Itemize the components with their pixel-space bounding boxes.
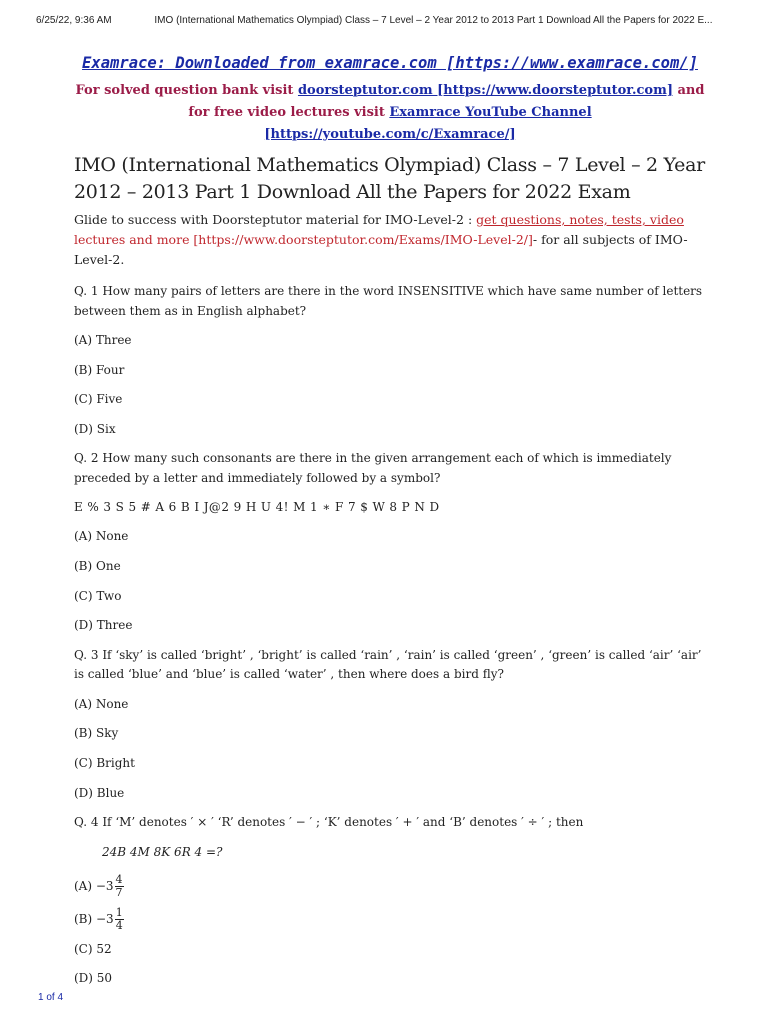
question-2-option-b: (B) One [74,558,121,573]
question-4-option-d: (D) 50 [74,971,113,986]
question-1-option-b: (B) Four [74,362,125,377]
study-material-link[interactable]: get questions, notes, tests, video [476,212,684,227]
question-2-option-c: (C) Two [74,588,122,603]
question-2: Q. 2 How many such consonants are there in the given arrangement each of which is immediately preceded by a letter and immediately followed by a symbol? [74,451,672,485]
study-material-url[interactable]: lectures and more [https://www.doorsteptutor.com/Exams/IMO-Level-2/] [74,232,533,247]
doorsteptutor-link[interactable]: doorsteptutor.com [https://www.doorsteptutor.com] [297,83,673,98]
document-body [74,54,706,999]
intro-text: Glide to success with Doorsteptutor material for IMO-Level-2 : get questions, notes, tests, video lectures and more [https://www.doorsteptutor.com/Exams/IMO-Level-2/]- for all subjects of IMO-Level-2. [74,212,688,267]
question-4-option-a: (A) −3 $\frac{4}{7}$ [74,872,123,899]
question-2-option-a: (A) None [74,529,129,544]
question-3-option-b: (B) Sky [74,726,119,741]
print-page-title: IMO (International Mathematics Olympiad) Class – 7 Level – 2 Year 2012 to 2013 Part 1 Download All the Papers for 2022 E... [154,15,713,26]
question-2-option-d: (D) Three [74,618,133,633]
question-1: Q. 1 How many pairs of letters are there in the word INSENSITIVE which have same number of letters between them as in English alphabet? [74,284,703,318]
print-datetime: 6/25/22, 9:36 AM [36,15,112,26]
question-1-option-c: (C) Five [74,392,123,407]
question-1-option-a: (A) Three [74,333,132,347]
question-1-option-d: (D) Six [74,421,116,436]
fraction: $\frac{1}{4}$ [115,905,123,932]
source-banner[interactable]: Examrace: Downloaded from examrace.com [https://www.examrace.com/] [82,54,698,72]
question-4-option-c: (C) 52 [74,941,112,956]
question-4-expression: 24B 4M 8K 6R 4 =? [102,844,223,859]
question-3-option-a: (A) None [74,696,129,711]
promo-text: For solved question bank visit doorsteptutor.com [https://www.doorsteptutor.com] and for free video lectures visit Examrace YouTube Channel [https://youtube.com/c/Examrace/] [75,83,705,142]
page-counter: 1 of 4 [38,992,64,1003]
question-4: Q. 4 If ‘M’ denotes ′ × ′ ‘R’ denotes ′ − ′ ; ‘K’ denotes ′ + ′ and ‘B’ denotes ′ ÷ ′ ; then [74,815,584,830]
question-4-option-b: (B) −3 $\frac{1}{4}$ [74,905,123,932]
question-3: Q. 3 If ‘sky’ is called ‘bright’ , ‘bright’ is called ‘rain’ , ‘rain’ is called ‘green’ , ‘green’ is called ‘air’ ‘air’ is called ‘blue’ and ‘blue’ is called ‘water’ , then where does a bird fly? [74,647,702,682]
question-3-option-d: (D) Blue [74,785,125,800]
fraction: $\frac{4}{7}$ [115,872,123,899]
question-3-option-c: (C) Bright [74,755,135,770]
print-header [36,15,738,26]
question-2-sequence: E % 3 S 5 # A 6 B I J@2 9 H U 4! M 1 ∗ F 7 $ W 8 P N D [74,500,440,515]
youtube-channel-link[interactable]: Examrace YouTube Channel [https://youtube.com/c/Examrace/] [264,105,592,142]
page-title: IMO (International Mathematics Olympiad) Class – 7 Level – 2 Year 2012 – 2013 Part 1 Download All the Papers for 2022 Exam [74,154,705,203]
